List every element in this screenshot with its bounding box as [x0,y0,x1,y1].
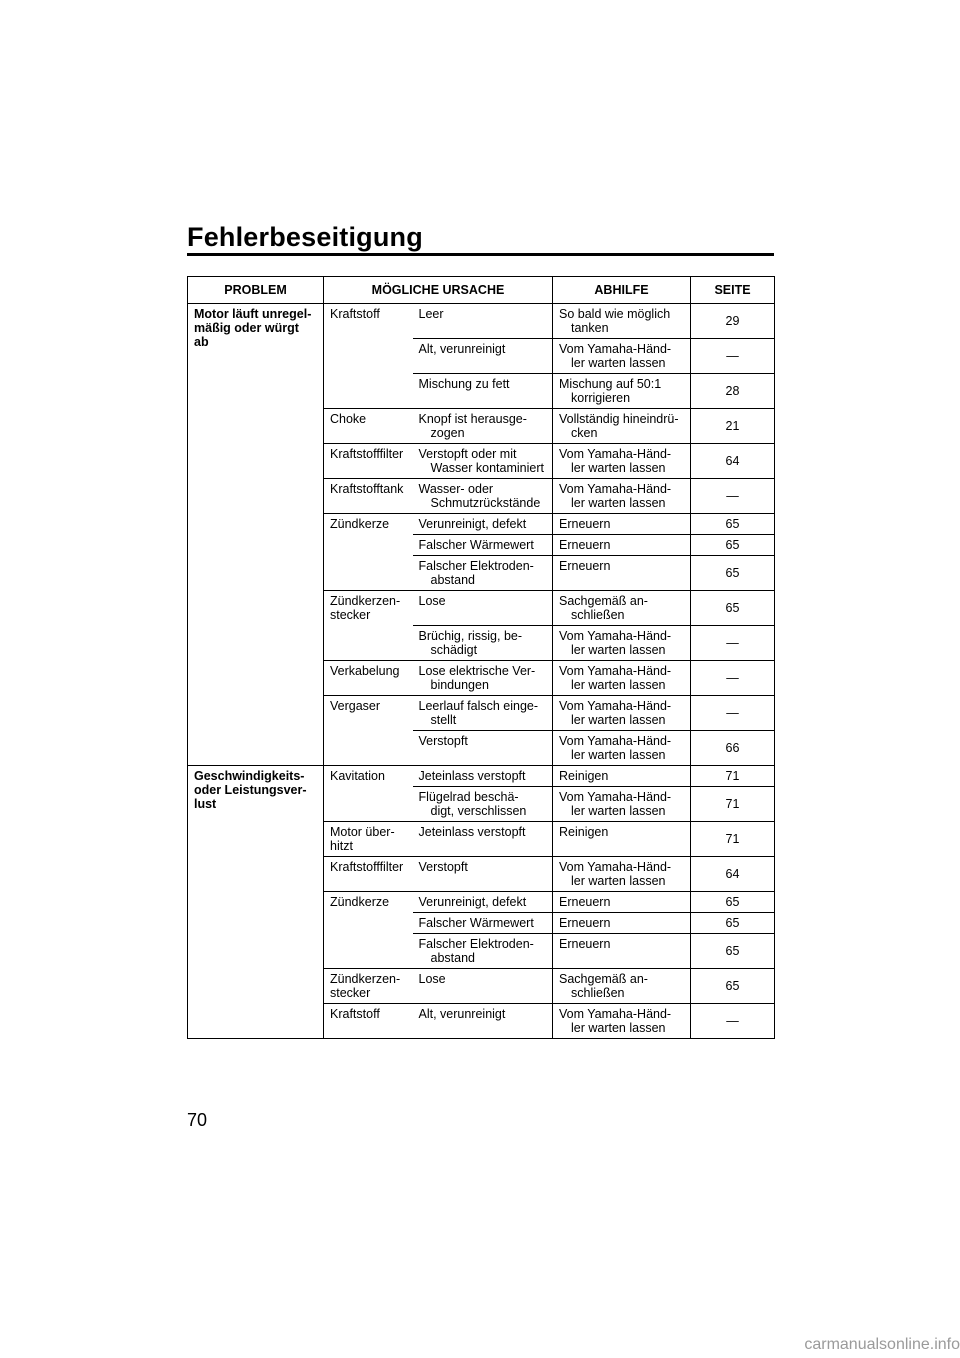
cell-line: stecker [330,608,371,622]
header-page: SEITE [691,277,775,304]
cell-line: Sachgemäß an- [559,972,648,986]
cell-line: lust [194,797,217,811]
page-title: Fehlerbeseitigung [187,222,423,252]
cell-line: ler warten lassen [571,678,666,692]
cell-line: Vom Yamaha-Händ- [559,734,672,748]
page-ref-cell: 65 [691,591,775,626]
remedy-cell [553,913,691,934]
page-ref-cell: 29 [691,304,775,339]
cause-category-cell [324,969,413,1004]
cell-line: Schmutzrückstände [430,496,541,510]
cell-line: Reinigen [559,825,609,839]
page-ref-cell: — [691,661,775,696]
page-ref-cell: 65 [691,913,775,934]
cell-line: Alt, verunreinigt [418,342,506,356]
header-problem: PROBLEM [188,277,324,304]
remedy-cell [553,892,691,913]
cause-category-cell [324,514,413,591]
table-header-row [188,277,775,304]
cell-line: Vom Yamaha-Händ- [559,860,672,874]
cause-detail-cell [413,969,553,1004]
remedy-cell [553,857,691,892]
remedy-cell [553,339,691,374]
cell-line: korrigieren [571,391,631,405]
cell-line: Erneuern [559,895,611,909]
cell-line: Erneuern [559,916,611,930]
cell-line: Jeteinlass verstopft [418,769,526,783]
cell-line: Geschwindigkeits- [194,769,305,783]
cell-line: Vom Yamaha-Händ- [559,699,672,713]
page-ref-cell: — [691,339,775,374]
cause-detail-cell [413,892,553,913]
cause-category-cell [324,444,413,479]
cause-category-cell [324,591,413,661]
cause-category-cell [324,822,413,857]
cause-category-cell [324,766,413,822]
problem-cell [188,304,324,766]
cause-detail-cell [413,934,553,969]
table-row [188,304,775,339]
remedy-cell [553,969,691,1004]
cell-line: ler warten lassen [571,874,666,888]
cause-category-cell [324,409,413,444]
title-rule [187,253,774,256]
cell-line: schließen [571,986,625,1000]
page-ref-cell: 21 [691,409,775,444]
cell-line: stellt [430,713,457,727]
cause-detail-cell [413,696,553,731]
cell-line: Kraftstofftank [330,482,404,496]
page-ref-cell: 71 [691,766,775,787]
cell-line: Brüchig, rissig, be- [418,629,523,643]
cell-line: Erneuern [559,559,611,573]
cell-line: Motor über- [330,825,395,839]
cause-detail-cell [413,591,553,626]
remedy-cell [553,1004,691,1039]
cell-line: Leerlauf falsch einge- [418,699,539,713]
page-ref-cell: 28 [691,374,775,409]
cell-line: ler warten lassen [571,1021,666,1035]
remedy-cell [553,661,691,696]
cause-detail-cell [413,374,553,409]
page-ref-cell: 64 [691,444,775,479]
cell-line: Kavitation [330,769,385,783]
cell-line: Motor läuft unregel- [194,307,312,321]
cell-line: Flügelrad beschä- [418,790,519,804]
cause-detail-cell [413,1004,553,1039]
cell-line: digt, verschlissen [430,804,527,818]
remedy-cell [553,556,691,591]
cell-line: Lose [418,972,446,986]
remedy-cell [553,766,691,787]
cell-line: tanken [571,321,609,335]
header-cause: MÖGLICHE URSACHE [324,277,553,304]
remedy-cell [553,731,691,766]
remedy-cell [553,409,691,444]
page-ref-cell: — [691,696,775,731]
cell-line: Zündkerzen- [330,594,401,608]
page-ref-cell: — [691,1004,775,1039]
cause-detail-cell [413,304,553,339]
page-number: 70 [187,1110,208,1130]
cause-category-cell [324,661,413,696]
cell-line: Falscher Wärmewert [418,538,534,552]
cell-line: Kraftstoff [330,1007,380,1021]
cause-category-cell [324,304,413,409]
cell-line: Verunreinigt, defekt [418,895,527,909]
remedy-cell [553,374,691,409]
cell-line: Vom Yamaha-Händ- [559,664,672,678]
cell-line: So bald wie möglich [559,307,671,321]
cause-category-cell [324,892,413,969]
page-ref-cell: 71 [691,822,775,857]
page-ref-cell: 65 [691,556,775,591]
remedy-cell [553,514,691,535]
cell-line: Erneuern [559,538,611,552]
cell-line: ler warten lassen [571,643,666,657]
troubleshooting-table [187,276,775,1039]
cell-line: Sachgemäß an- [559,594,648,608]
cause-detail-cell [413,661,553,696]
page-ref-cell: 65 [691,969,775,1004]
remedy-cell [553,822,691,857]
cell-line: hitzt [330,839,353,853]
cell-line: Choke [330,412,367,426]
cell-line: Vom Yamaha-Händ- [559,1007,672,1021]
cell-line: ler warten lassen [571,748,666,762]
cell-line: Wasser- oder [418,482,494,496]
cell-line: Jeteinlass verstopft [418,825,526,839]
page-ref-cell: — [691,479,775,514]
cell-line: schließen [571,608,625,622]
cell-line: Mischung zu fett [418,377,510,391]
cell-line: Kraftstofffilter [330,447,404,461]
cell-line: zogen [430,426,465,440]
cause-category-cell [324,479,413,514]
cell-line: Vom Yamaha-Händ- [559,342,672,356]
cell-line: Vom Yamaha-Händ- [559,447,672,461]
cause-detail-cell [413,731,553,766]
cause-detail-cell [413,626,553,661]
cell-line: ler warten lassen [571,804,666,818]
remedy-cell [553,444,691,479]
cell-line: Erneuern [559,937,611,951]
cell-line: Verkabelung [330,664,400,678]
cell-line: oder Leistungsver- [194,783,307,797]
cell-line: Verstopft [418,734,468,748]
page-ref-cell: 65 [691,892,775,913]
cell-line: abstand [430,951,475,965]
page-ref-cell: 71 [691,787,775,822]
cell-line: Reinigen [559,769,609,783]
cell-line: ler warten lassen [571,496,666,510]
cell-line: Lose elektrische Ver- [418,664,536,678]
cause-detail-cell [413,535,553,556]
page-ref-cell: 66 [691,731,775,766]
cell-line: Erneuern [559,517,611,531]
remedy-cell [553,934,691,969]
cause-detail-cell [413,409,553,444]
cause-detail-cell [413,339,553,374]
cause-detail-cell [413,556,553,591]
cell-line: Zündkerze [330,517,390,531]
cell-line: Wasser kontaminiert [430,461,544,475]
remedy-cell [553,626,691,661]
cell-line: Mischung auf 50:1 [559,377,662,391]
cell-line: mäßig oder würgt [194,321,299,335]
cell-line: Zündkerze [330,895,390,909]
page-ref-cell: 65 [691,514,775,535]
cell-line: Alt, verunreinigt [418,1007,506,1021]
cell-line: Verstopft oder mit [418,447,517,461]
cause-detail-cell [413,913,553,934]
cell-line: schädigt [430,643,478,657]
cell-line: Leer [418,307,444,321]
cell-line: ler warten lassen [571,713,666,727]
remedy-cell [553,591,691,626]
remedy-cell [553,696,691,731]
remedy-cell [553,535,691,556]
cell-line: Vergaser [330,699,381,713]
cell-line: Vom Yamaha-Händ- [559,482,672,496]
cell-line: ab [194,335,209,349]
cause-detail-cell [413,479,553,514]
cell-line: Lose [418,594,446,608]
cause-detail-cell [413,766,553,787]
cell-line: abstand [430,573,475,587]
cell-line: stecker [330,986,371,1000]
cause-detail-cell [413,822,553,857]
cell-line: cken [571,426,598,440]
cell-line: ler warten lassen [571,356,666,370]
remedy-cell [553,304,691,339]
cause-detail-cell [413,444,553,479]
cell-line: Kraftstofffilter [330,860,404,874]
remedy-cell [553,787,691,822]
watermark: carmanualsonline.info [804,1336,960,1353]
problem-cell [188,766,324,1039]
cell-line: bindungen [430,678,489,692]
page-ref-cell: — [691,626,775,661]
cause-category-cell [324,857,413,892]
page-ref-cell: 65 [691,535,775,556]
cell-line: Vollständig hineindrü- [559,412,679,426]
cause-category-cell [324,1004,413,1039]
cell-line: Kraftstoff [330,307,380,321]
cause-detail-cell [413,857,553,892]
cause-category-cell [324,696,413,766]
table-body [188,304,775,1039]
header-remedy: ABHILFE [553,277,691,304]
cell-line: Knopf ist herausge- [418,412,527,426]
cell-line: Verstopft [418,860,468,874]
remedy-cell [553,479,691,514]
cell-line: Vom Yamaha-Händ- [559,790,672,804]
cell-line: Falscher Elektroden- [418,937,534,951]
cell-line: ler warten lassen [571,461,666,475]
page-ref-cell: 65 [691,934,775,969]
table-row [188,766,775,787]
cell-line: Verunreinigt, defekt [418,517,527,531]
page-ref-cell: 64 [691,857,775,892]
cell-line: Falscher Wärmewert [418,916,534,930]
cell-line: Vom Yamaha-Händ- [559,629,672,643]
cell-line: Zündkerzen- [330,972,401,986]
cell-line: Falscher Elektroden- [418,559,534,573]
cause-detail-cell [413,787,553,822]
cause-detail-cell [413,514,553,535]
